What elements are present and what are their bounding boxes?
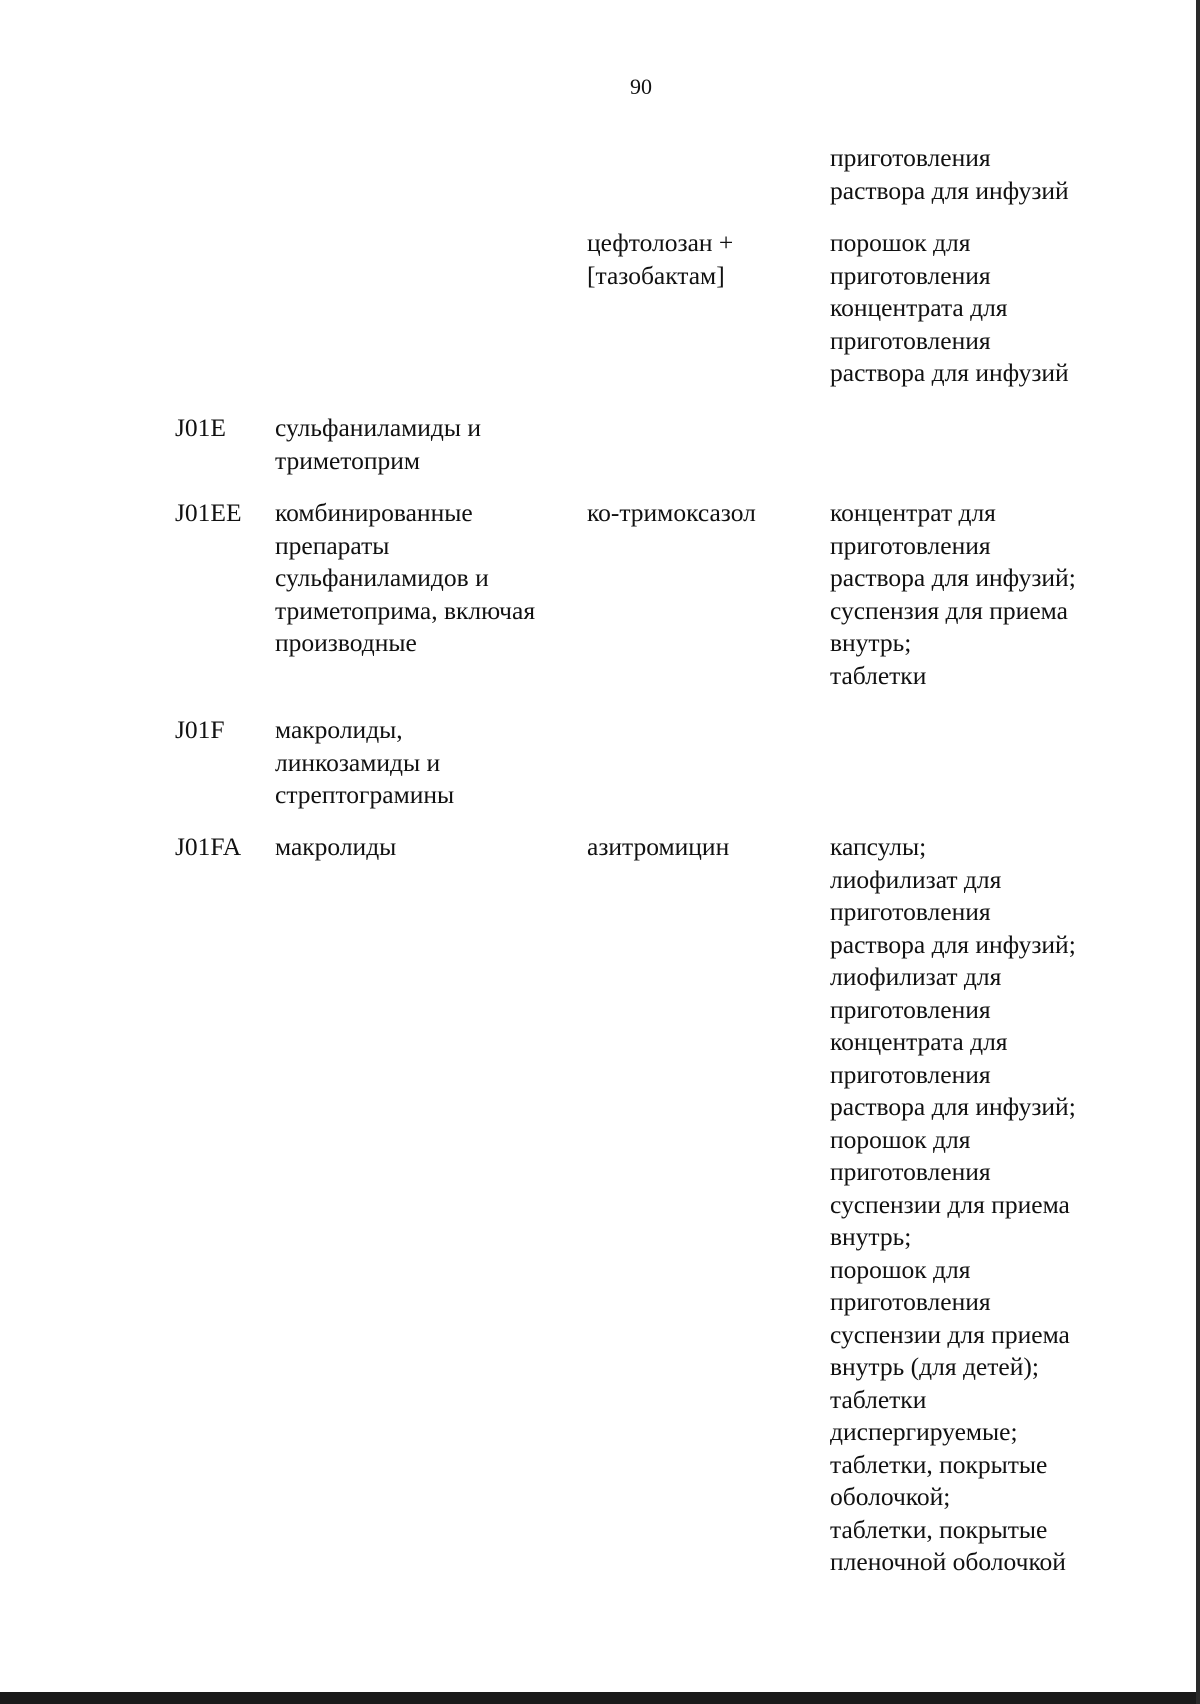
dosage-form: порошок для приготовления концентрата для приготовления раствора для инфузий bbox=[830, 228, 1069, 387]
scan-border-right bbox=[1196, 0, 1200, 1704]
dosage-form: концентрат для приготовления раствора для инфузий; суспензия для приема внутрь; таблетки bbox=[830, 498, 1076, 690]
pharmacological-group: комбинированные препараты сульфаниламидов и триметоприма, включая производные bbox=[275, 498, 536, 657]
atc-code: J01F bbox=[175, 715, 225, 744]
page-number: 90 bbox=[630, 74, 652, 99]
pharmacological-group: макролиды bbox=[275, 832, 397, 861]
dosage-form: приготовления раствора для инфузий bbox=[830, 143, 1069, 205]
drug-name: азитромицин bbox=[587, 832, 730, 861]
atc-code: J01FA bbox=[175, 832, 242, 861]
atc-code: J01E bbox=[175, 413, 226, 442]
atc-code: J01EE bbox=[175, 498, 242, 527]
dosage-form: капсулы; лиофилизат для приготовления раствора для инфузий; лиофилизат для приготовления концентрата для приготовления раствора для инфузий; порошок для приготовления суспензии для приема внутрь; порошок для приготовления суспензии для приема внутрь (для детей); таблетки диспергируемые; таблетки, покрытые оболочкой; таблетки, покрытые пленочной оболочкой bbox=[830, 832, 1076, 1576]
pharmacological-group: макролиды, линкозамиды и стрептограмины bbox=[275, 715, 455, 809]
scan-border-bottom bbox=[0, 1692, 1200, 1704]
drug-name: цефтолозан + [тазобактам] bbox=[587, 228, 734, 290]
drug-name: ко-тримоксазол bbox=[587, 498, 756, 527]
pharmacological-group: сульфаниламиды и триметоприм bbox=[275, 413, 482, 475]
